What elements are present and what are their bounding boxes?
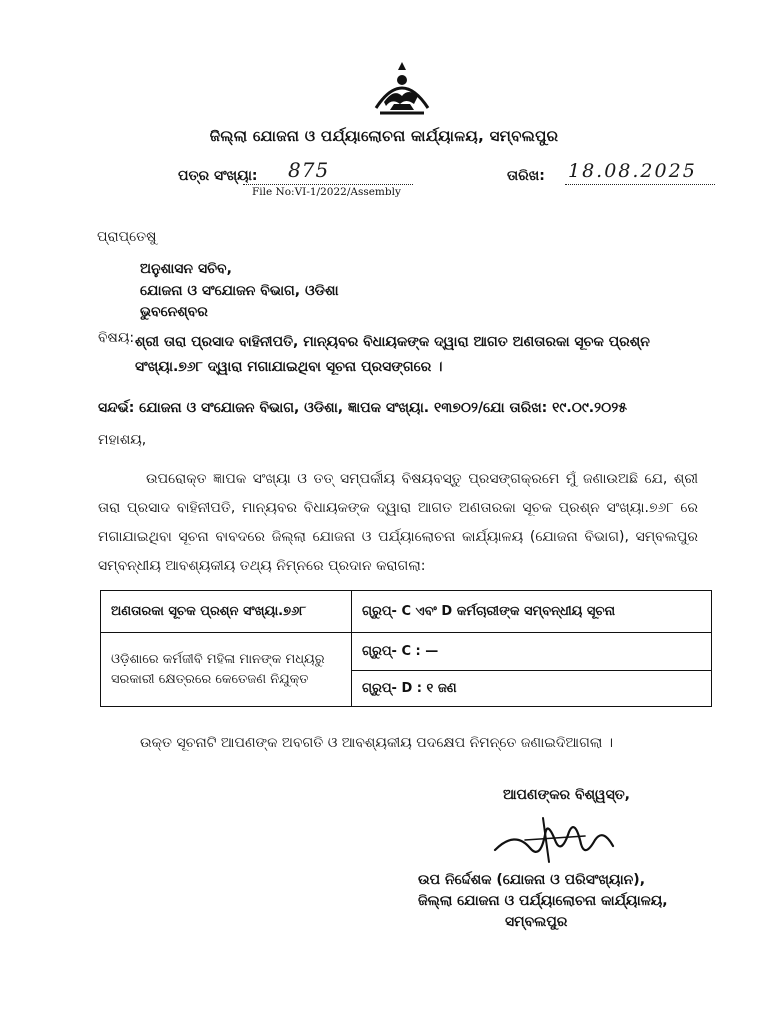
addressee-line-3: ଭୁବନେଶ୍ବର <box>140 304 208 320</box>
table-row-question: ଓଡ଼ିଶାରେ କର୍ମଜୀବି ମହିଳା ମାନଙ୍କ ମଧ୍ୟରୁ ସରକାରୀ କ୍ଷେତ୍ରରେ କେତେଜଣ ନିଯୁକ୍ତ <box>101 633 352 707</box>
handwritten-signature <box>485 810 625 872</box>
letter-number-value: 875 <box>288 158 330 182</box>
body-paragraph: ଉପରୋକ୍ତ ଜ୍ଞାପକ ସଂଖ୍ୟା ଓ ତତ୍ ସମ୍ପର୍କୀୟ ବିଷୟବସ୍ତୁ ପ୍ରସଙ୍ଗକ୍ରମେ ମୁଁ ଜଣାଉଅଛି ଯେ, ଶ୍ରୀ ତାରା ପ୍ରସାଦ ବାହିନୀପତି, ମାନ୍ୟବର ବିଧାୟକଙ୍କ ଦ୍ୱାରା ଆଗତ ଅଣତାରକା ସୂଚକ ପ୍ରଶ୍ନ ସଂଖ୍ୟା.୭୬୮ ରେ ମଗାଯାଇଥିବା ସୂଚନା ବାବଦରେ ଜିଲ୍ଲା ଯୋଜନା ଓ ପର୍ଯ୍ୟାଲୋଚନା କାର୍ଯ୍ୟାଳୟ (ଯୋଜନା ବିଭାଗ), ସମ୍ବଲପୁର ସମ୍ବନ୍ଧୀୟ ଆବଶ୍ୟକୀୟ ତଥ୍ୟ ନିମ୍ନରେ ପ୍ରଦାନ କରାଗଲା: <box>98 471 698 574</box>
signatory-office: ଜିଲ୍ଲା ଯୋଜନା ଓ ପର୍ଯ୍ୟାଲୋଚନା କାର୍ଯ୍ୟାଳୟ, <box>418 893 668 909</box>
table-cell-group-c: ଗ୍ରୁପ୍- C : — <box>352 633 712 671</box>
date-label: ତାରିଖ: <box>507 168 545 184</box>
addressee-line-2: ଯୋଜନା ଓ ସଂଯୋଜନ ବିଭାଗ, ଓଡିଶା <box>140 283 339 299</box>
reference-line: ସନ୍ଦର୍ଭ: ଯୋଜନା ଓ ସଂଯୋଜନ ବିଭାଗ, ଓଡିଶା, ଜ୍ଞାପକ ସଂଖ୍ୟା. ୧୩୭୦୨/ଯୋ ତାରିଖ: ୧୯.୦୯.୨୦୨୫ <box>98 400 627 416</box>
file-number: File No:VI-1/2022/Assembly <box>252 186 401 198</box>
addressee-line-1: ଅନୁଶାସନ ସଚିବ, <box>140 261 232 277</box>
date-value: 18.08.2025 <box>568 160 697 182</box>
signatory-designation: ଉପ ନିର୍ଦ୍ଦେଶକ (ଯୋଜନା ଓ ପରିସଂଖ୍ୟାନ), <box>418 872 646 888</box>
letter-number-label: ପତ୍ର ସଂଖ୍ୟା: <box>178 168 258 184</box>
signatory-place: ସମ୍ବଲପୁର <box>505 914 568 930</box>
table-header-row <box>101 591 712 633</box>
table-cell-group-d: ଗ୍ରୁପ୍- D : ୧ ଜଣ <box>352 671 712 707</box>
table-header-question: ଅଣତାରକା ସୂଚକ ପ୍ରଶ୍ନ ସଂଖ୍ୟା.୭୬୮ <box>101 591 352 633</box>
date-dotted-line <box>565 184 715 185</box>
to-label: ପ୍ରାପ୍ତେଷୁ <box>97 229 157 245</box>
table-row <box>101 633 712 671</box>
closing-line: ଉକ୍ତ ସୂଚନାଟି ଆପଣଙ୍କ ଅବଗତି ଓ ଆବଶ୍ୟକୀୟ ପଦକ୍ଷେପ ନିମନ୍ତେ ଜଣାଇଦିଆଗଲା । <box>140 735 614 751</box>
salutation: ମହାଶୟ, <box>98 432 147 448</box>
letter-number-dotted-line <box>243 184 413 185</box>
odisha-emblem-logo <box>364 58 440 122</box>
yours-faithfully: ଆପଣଙ୍କର ବିଶ୍ୱସ୍ତ, <box>503 787 630 803</box>
office-title: ଜିଲ୍ଲା ଯୋଜନା ଓ ପର୍ଯ୍ୟାଲୋଚନା କାର୍ଯ୍ୟାଳୟ, ସମ୍ବଲପୁର <box>209 127 559 145</box>
information-table <box>100 590 712 707</box>
subject-label: ବିଷୟ: <box>98 330 135 346</box>
subject-text: ଶ୍ରୀ ତାରା ପ୍ରସାଦ ବାହିନୀପତି, ମାନ୍ୟବର ବିଧାୟକଙ୍କ ଦ୍ୱାରା ଆଗତ ଅଣତାରକା ସୂଚକ ପ୍ରଶ୍ନ ସଂଖ୍ୟା.୭୬୮ ଦ୍ୱାରା ମଗାଯାଇଥିବା ସୂଚନା ପ୍ରସଙ୍ଗରେ । <box>135 334 650 375</box>
table-header-info: ଗ୍ରୁପ୍- C ଏବଂ D କର୍ମଚାରୀଙ୍କ ସମ୍ବନ୍ଧୀୟ ସୂଚନା <box>352 591 712 633</box>
